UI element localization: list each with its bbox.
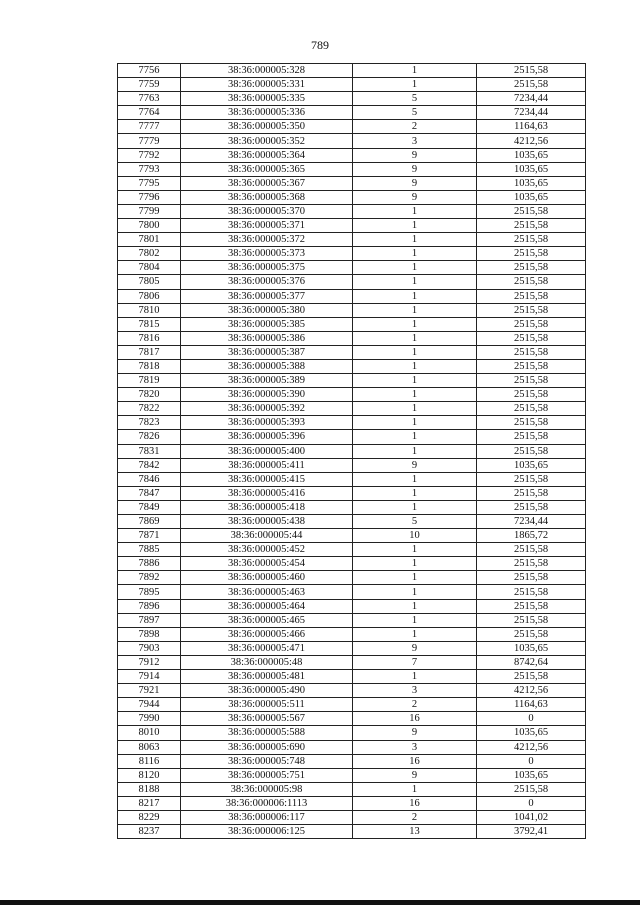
count-cell: 5 [353, 106, 477, 120]
amount-cell: 7234,44 [477, 106, 586, 120]
count-cell: 1 [353, 331, 477, 345]
table-row [118, 261, 586, 275]
cadastral-number-cell: 38:36:000005:463 [181, 585, 353, 599]
row-number-cell: 7912 [118, 655, 181, 669]
table-row [118, 796, 586, 810]
amount-cell: 2515,58 [477, 374, 586, 388]
row-number-cell: 7801 [118, 233, 181, 247]
table-row [118, 585, 586, 599]
row-number-cell: 7810 [118, 303, 181, 317]
amount-cell: 2515,58 [477, 345, 586, 359]
row-number-cell: 7819 [118, 374, 181, 388]
count-cell: 1 [353, 416, 477, 430]
table-row [118, 571, 586, 585]
table-row [118, 176, 586, 190]
row-number-cell: 7815 [118, 317, 181, 331]
row-number-cell: 7779 [118, 134, 181, 148]
table-row [118, 148, 586, 162]
table-row [118, 247, 586, 261]
table-row [118, 655, 586, 669]
cadastral-number-cell: 38:36:000005:465 [181, 613, 353, 627]
count-cell: 3 [353, 684, 477, 698]
table-row [118, 486, 586, 500]
count-cell: 1 [353, 571, 477, 585]
count-cell: 1 [353, 64, 477, 78]
table-row [118, 782, 586, 796]
count-cell: 16 [353, 754, 477, 768]
table-row [118, 641, 586, 655]
row-number-cell: 7885 [118, 543, 181, 557]
cadastral-number-cell: 38:36:000005:481 [181, 670, 353, 684]
cadastral-number-cell: 38:36:000005:377 [181, 289, 353, 303]
count-cell: 9 [353, 726, 477, 740]
cadastral-number-cell: 38:36:000005:416 [181, 486, 353, 500]
count-cell: 1 [353, 486, 477, 500]
table-row [118, 599, 586, 613]
amount-cell: 1164,63 [477, 120, 586, 134]
count-cell: 1 [353, 627, 477, 641]
row-number-cell: 7898 [118, 627, 181, 641]
row-number-cell: 7846 [118, 472, 181, 486]
amount-cell: 2515,58 [477, 359, 586, 373]
row-number-cell: 7826 [118, 430, 181, 444]
row-number-cell: 7896 [118, 599, 181, 613]
cadastral-number-cell: 38:36:000005:393 [181, 416, 353, 430]
amount-cell: 2515,58 [477, 289, 586, 303]
table-row [118, 374, 586, 388]
amount-cell: 2515,58 [477, 388, 586, 402]
cadastral-number-cell: 38:36:000005:336 [181, 106, 353, 120]
table-row [118, 557, 586, 571]
cadastral-number-cell: 38:36:000005:364 [181, 148, 353, 162]
amount-cell: 2515,58 [477, 486, 586, 500]
cadastral-number-cell: 38:36:000005:385 [181, 317, 353, 331]
row-number-cell: 7914 [118, 670, 181, 684]
table-row [118, 712, 586, 726]
amount-cell: 1164,63 [477, 698, 586, 712]
amount-cell: 2515,58 [477, 571, 586, 585]
cadastral-number-cell: 38:36:000005:748 [181, 754, 353, 768]
table-row [118, 120, 586, 134]
cadastral-number-cell: 38:36:000005:331 [181, 78, 353, 92]
amount-cell: 1035,65 [477, 176, 586, 190]
table-row [118, 670, 586, 684]
count-cell: 1 [353, 402, 477, 416]
row-number-cell: 7944 [118, 698, 181, 712]
row-number-cell: 7820 [118, 388, 181, 402]
amount-cell: 2515,58 [477, 430, 586, 444]
row-number-cell: 7802 [118, 247, 181, 261]
count-cell: 1 [353, 261, 477, 275]
count-cell: 1 [353, 317, 477, 331]
cadastral-number-cell: 38:36:000005:438 [181, 515, 353, 529]
table-row [118, 458, 586, 472]
row-number-cell: 7921 [118, 684, 181, 698]
row-number-cell: 7831 [118, 444, 181, 458]
amount-cell: 2515,58 [477, 627, 586, 641]
row-number-cell: 7806 [118, 289, 181, 303]
count-cell: 9 [353, 190, 477, 204]
row-number-cell: 7759 [118, 78, 181, 92]
row-number-cell: 7795 [118, 176, 181, 190]
table-row [118, 134, 586, 148]
amount-cell: 2515,58 [477, 782, 586, 796]
count-cell: 1 [353, 204, 477, 218]
row-number-cell: 7842 [118, 458, 181, 472]
count-cell: 1 [353, 557, 477, 571]
row-number-cell: 7895 [118, 585, 181, 599]
row-number-cell: 8116 [118, 754, 181, 768]
amount-cell: 1035,65 [477, 458, 586, 472]
cadastral-number-cell: 38:36:000005:352 [181, 134, 353, 148]
cadastral-number-cell: 38:36:000006:1113 [181, 796, 353, 810]
cadastral-number-cell: 38:36:000006:125 [181, 825, 353, 839]
amount-cell: 2515,58 [477, 303, 586, 317]
cadastral-number-cell: 38:36:000005:567 [181, 712, 353, 726]
cadastral-number-cell: 38:36:000005:376 [181, 275, 353, 289]
cadastral-number-cell: 38:36:000005:380 [181, 303, 353, 317]
count-cell: 1 [353, 444, 477, 458]
table-row [118, 388, 586, 402]
cadastral-number-cell: 38:36:000005:373 [181, 247, 353, 261]
row-number-cell: 7903 [118, 641, 181, 655]
amount-cell: 2515,58 [477, 64, 586, 78]
count-cell: 1 [353, 543, 477, 557]
table-row [118, 162, 586, 176]
amount-cell: 7234,44 [477, 515, 586, 529]
row-number-cell: 7793 [118, 162, 181, 176]
cadastral-number-cell: 38:36:000005:452 [181, 543, 353, 557]
row-number-cell: 7816 [118, 331, 181, 345]
count-cell: 1 [353, 78, 477, 92]
count-cell: 1 [353, 500, 477, 514]
cadastral-number-cell: 38:36:000005:365 [181, 162, 353, 176]
count-cell: 1 [353, 782, 477, 796]
amount-cell: 0 [477, 796, 586, 810]
table-row [118, 684, 586, 698]
count-cell: 1 [353, 430, 477, 444]
row-number-cell: 7822 [118, 402, 181, 416]
table-row [118, 472, 586, 486]
count-cell: 1 [353, 247, 477, 261]
amount-cell: 3792,41 [477, 825, 586, 839]
amount-cell: 1035,65 [477, 641, 586, 655]
cadastral-number-cell: 38:36:000005:386 [181, 331, 353, 345]
table-row [118, 219, 586, 233]
cadastral-number-cell: 38:36:000005:48 [181, 655, 353, 669]
table-row [118, 106, 586, 120]
table-row [118, 317, 586, 331]
count-cell: 7 [353, 655, 477, 669]
table-row [118, 331, 586, 345]
table-row [118, 768, 586, 782]
row-number-cell: 7799 [118, 204, 181, 218]
cadastral-number-cell: 38:36:000005:400 [181, 444, 353, 458]
amount-cell: 2515,58 [477, 78, 586, 92]
amount-cell: 2515,58 [477, 472, 586, 486]
cadastral-number-cell: 38:36:000005:372 [181, 233, 353, 247]
row-number-cell: 7818 [118, 359, 181, 373]
table-row [118, 92, 586, 106]
table-row [118, 726, 586, 740]
row-number-cell: 7897 [118, 613, 181, 627]
page-number: 789 [311, 38, 329, 52]
cadastral-number-cell: 38:36:000005:44 [181, 529, 353, 543]
cadastral-number-cell: 38:36:000005:411 [181, 458, 353, 472]
row-number-cell: 8217 [118, 796, 181, 810]
cadastral-number-cell: 38:36:000005:370 [181, 204, 353, 218]
table-row [118, 416, 586, 430]
count-cell: 9 [353, 768, 477, 782]
count-cell: 1 [353, 613, 477, 627]
data-table [117, 63, 586, 839]
row-number-cell: 7763 [118, 92, 181, 106]
row-number-cell: 7871 [118, 529, 181, 543]
count-cell: 3 [353, 134, 477, 148]
cadastral-number-cell: 38:36:000005:367 [181, 176, 353, 190]
amount-cell: 2515,58 [477, 416, 586, 430]
amount-cell: 1035,65 [477, 726, 586, 740]
cadastral-number-cell: 38:36:000005:98 [181, 782, 353, 796]
row-number-cell: 7777 [118, 120, 181, 134]
cadastral-number-cell: 38:36:000005:490 [181, 684, 353, 698]
amount-cell: 2515,58 [477, 219, 586, 233]
row-number-cell: 7756 [118, 64, 181, 78]
amount-cell: 8742,64 [477, 655, 586, 669]
amount-cell: 2515,58 [477, 599, 586, 613]
row-number-cell: 7892 [118, 571, 181, 585]
count-cell: 1 [353, 374, 477, 388]
amount-cell: 2515,58 [477, 557, 586, 571]
count-cell: 9 [353, 458, 477, 472]
table-row [118, 190, 586, 204]
cadastral-number-cell: 38:36:000005:335 [181, 92, 353, 106]
table-row [118, 529, 586, 543]
count-cell: 9 [353, 176, 477, 190]
count-cell: 16 [353, 796, 477, 810]
amount-cell: 2515,58 [477, 331, 586, 345]
row-number-cell: 7796 [118, 190, 181, 204]
row-number-cell: 7792 [118, 148, 181, 162]
cadastral-number-cell: 38:36:000005:464 [181, 599, 353, 613]
row-number-cell: 7886 [118, 557, 181, 571]
amount-cell: 1041,02 [477, 810, 586, 824]
cadastral-number-cell: 38:36:000005:454 [181, 557, 353, 571]
amount-cell: 4212,56 [477, 684, 586, 698]
table-row [118, 698, 586, 712]
amount-cell: 2515,58 [477, 204, 586, 218]
amount-cell: 2515,58 [477, 402, 586, 416]
count-cell: 1 [353, 472, 477, 486]
table-row [118, 754, 586, 768]
table-row [118, 515, 586, 529]
cadastral-number-cell: 38:36:000005:471 [181, 641, 353, 655]
cadastral-number-cell: 38:36:000005:390 [181, 388, 353, 402]
amount-cell: 4212,56 [477, 740, 586, 754]
row-number-cell: 8063 [118, 740, 181, 754]
cadastral-number-cell: 38:36:000005:328 [181, 64, 353, 78]
table-row [118, 543, 586, 557]
table-row [118, 64, 586, 78]
cadastral-number-cell: 38:36:000005:371 [181, 219, 353, 233]
amount-cell: 1035,65 [477, 148, 586, 162]
row-number-cell: 7764 [118, 106, 181, 120]
row-number-cell: 8120 [118, 768, 181, 782]
amount-cell: 2515,58 [477, 317, 586, 331]
amount-cell: 1035,65 [477, 190, 586, 204]
amount-cell: 2515,58 [477, 585, 586, 599]
row-number-cell: 8010 [118, 726, 181, 740]
table-row [118, 627, 586, 641]
table-row [118, 613, 586, 627]
count-cell: 1 [353, 359, 477, 373]
cadastral-number-cell: 38:36:000005:751 [181, 768, 353, 782]
amount-cell: 1035,65 [477, 768, 586, 782]
row-number-cell: 7847 [118, 486, 181, 500]
count-cell: 3 [353, 740, 477, 754]
amount-cell: 0 [477, 754, 586, 768]
cadastral-number-cell: 38:36:000005:375 [181, 261, 353, 275]
count-cell: 1 [353, 670, 477, 684]
cadastral-number-cell: 38:36:000005:368 [181, 190, 353, 204]
count-cell: 2 [353, 698, 477, 712]
table-row [118, 810, 586, 824]
table-row [118, 500, 586, 514]
table-row [118, 204, 586, 218]
scan-edge-bar [0, 900, 640, 905]
row-number-cell: 7869 [118, 515, 181, 529]
table-row [118, 345, 586, 359]
cadastral-number-cell: 38:36:000005:460 [181, 571, 353, 585]
count-cell: 1 [353, 388, 477, 402]
amount-cell: 2515,58 [477, 500, 586, 514]
cadastral-number-cell: 38:36:000005:389 [181, 374, 353, 388]
row-number-cell: 8188 [118, 782, 181, 796]
cadastral-number-cell: 38:36:000005:388 [181, 359, 353, 373]
cadastral-number-cell: 38:36:000005:392 [181, 402, 353, 416]
table-row [118, 825, 586, 839]
count-cell: 9 [353, 148, 477, 162]
count-cell: 1 [353, 585, 477, 599]
row-number-cell: 8237 [118, 825, 181, 839]
amount-cell: 2515,58 [477, 233, 586, 247]
table-row [118, 275, 586, 289]
table-row [118, 740, 586, 754]
count-cell: 16 [353, 712, 477, 726]
amount-cell: 2515,58 [477, 275, 586, 289]
amount-cell: 2515,58 [477, 543, 586, 557]
cadastral-number-cell: 38:36:000005:588 [181, 726, 353, 740]
count-cell: 13 [353, 825, 477, 839]
amount-cell: 7234,44 [477, 92, 586, 106]
amount-cell: 2515,58 [477, 670, 586, 684]
amount-cell: 0 [477, 712, 586, 726]
count-cell: 1 [353, 275, 477, 289]
table-row [118, 444, 586, 458]
count-cell: 1 [353, 599, 477, 613]
table-row [118, 289, 586, 303]
table-row [118, 303, 586, 317]
amount-cell: 2515,58 [477, 444, 586, 458]
amount-cell: 2515,58 [477, 247, 586, 261]
row-number-cell: 7817 [118, 345, 181, 359]
count-cell: 1 [353, 289, 477, 303]
count-cell: 9 [353, 162, 477, 176]
cadastral-number-cell: 38:36:000005:396 [181, 430, 353, 444]
count-cell: 1 [353, 303, 477, 317]
row-number-cell: 7800 [118, 219, 181, 233]
amount-cell: 4212,56 [477, 134, 586, 148]
amount-cell: 1035,65 [477, 162, 586, 176]
amount-cell: 2515,58 [477, 261, 586, 275]
cadastral-number-cell: 38:36:000005:418 [181, 500, 353, 514]
count-cell: 5 [353, 515, 477, 529]
amount-cell: 1865,72 [477, 529, 586, 543]
cadastral-number-cell: 38:36:000005:690 [181, 740, 353, 754]
count-cell: 1 [353, 219, 477, 233]
count-cell: 2 [353, 120, 477, 134]
cadastral-number-cell: 38:36:000005:415 [181, 472, 353, 486]
row-number-cell: 8229 [118, 810, 181, 824]
count-cell: 9 [353, 641, 477, 655]
table-row [118, 78, 586, 92]
table-row [118, 233, 586, 247]
cadastral-number-cell: 38:36:000005:350 [181, 120, 353, 134]
count-cell: 10 [353, 529, 477, 543]
row-number-cell: 7990 [118, 712, 181, 726]
cadastral-number-cell: 38:36:000006:117 [181, 810, 353, 824]
table-row [118, 430, 586, 444]
cadastral-number-cell: 38:36:000005:387 [181, 345, 353, 359]
row-number-cell: 7805 [118, 275, 181, 289]
count-cell: 5 [353, 92, 477, 106]
table-body [118, 64, 586, 839]
table-row [118, 359, 586, 373]
count-cell: 1 [353, 345, 477, 359]
cadastral-number-cell: 38:36:000005:466 [181, 627, 353, 641]
row-number-cell: 7804 [118, 261, 181, 275]
table-row [118, 402, 586, 416]
cadastral-number-cell: 38:36:000005:511 [181, 698, 353, 712]
count-cell: 1 [353, 233, 477, 247]
row-number-cell: 7849 [118, 500, 181, 514]
row-number-cell: 7823 [118, 416, 181, 430]
count-cell: 2 [353, 810, 477, 824]
amount-cell: 2515,58 [477, 613, 586, 627]
